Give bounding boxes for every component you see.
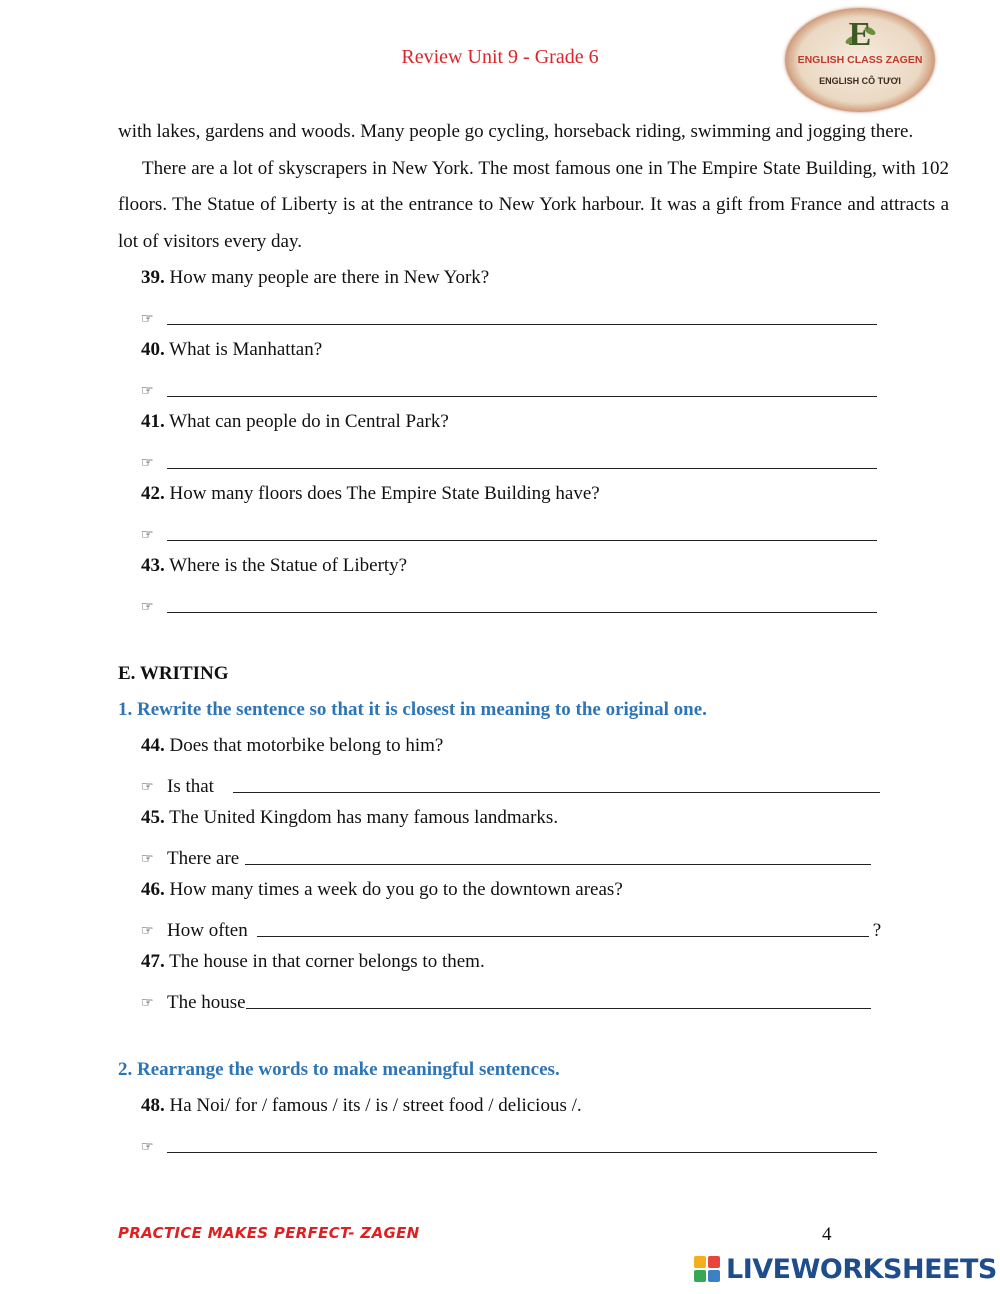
answer-prefix: Is that xyxy=(167,776,219,797)
answer-prefix: How often xyxy=(167,920,248,941)
question-number: 41. xyxy=(141,411,165,432)
question-text: The United Kingdom has many famous landmarks. xyxy=(169,807,559,828)
question-number: 46. xyxy=(141,879,165,900)
pointing-hand-icon: ☞ xyxy=(141,779,154,795)
question-text: What is Manhattan? xyxy=(169,339,323,360)
page-header-title: Review Unit 9 - Grade 6 xyxy=(401,46,599,68)
pointing-hand-icon: ☞ xyxy=(141,923,154,939)
question-text: How many floors does The Empire State Building have? xyxy=(169,483,600,504)
pointing-hand-icon: ☞ xyxy=(141,599,154,615)
question-45 xyxy=(141,800,949,836)
question-47 xyxy=(141,944,949,980)
question-number: 43. xyxy=(141,555,165,576)
answer-prefix: There are xyxy=(167,848,240,869)
pointing-hand-icon: ☞ xyxy=(141,995,154,1011)
question-text: How many times a week do you go to the downtown areas? xyxy=(169,879,623,900)
question-44 xyxy=(141,728,949,764)
pointing-hand-icon: ☞ xyxy=(141,311,154,327)
reading-paragraph-2: There are a lot of skyscrapers in New York. The most famous one in The Empire State Building, with 102 floors. The Statue of Liberty is at the entrance to New York harbour. It was a gift from France and attracts a lot of visitors every day. xyxy=(118,157,949,252)
answer-row-43 xyxy=(141,584,949,620)
pointing-hand-icon: ☞ xyxy=(141,851,154,867)
question-43 xyxy=(141,548,949,584)
question-number: 40. xyxy=(141,339,165,360)
answer-row-45 xyxy=(141,836,949,872)
answer-row-48 xyxy=(141,1124,949,1160)
answer-input-45[interactable] xyxy=(245,864,871,865)
section-title-writing: E. WRITING xyxy=(118,663,229,684)
answer-row-39 xyxy=(141,296,949,332)
answer-row-46 xyxy=(141,908,949,944)
answer-input-43[interactable] xyxy=(167,612,877,613)
answer-row-41 xyxy=(141,440,949,476)
worksheet-content xyxy=(118,114,949,1160)
question-number: 48. xyxy=(141,1095,165,1116)
pointing-hand-icon: ☞ xyxy=(141,1139,154,1155)
answer-input-40[interactable] xyxy=(167,396,877,397)
answer-row-40 xyxy=(141,368,949,404)
pointing-hand-icon: ☞ xyxy=(141,527,154,543)
answer-prefix: The house xyxy=(167,992,246,1013)
question-41 xyxy=(141,404,949,440)
instruction-rearrange: 2. Rearrange the words to make meaningful sentences. xyxy=(118,1059,560,1080)
question-number: 39. xyxy=(141,267,165,288)
pointing-hand-icon: ☞ xyxy=(141,383,154,399)
liveworksheets-icon xyxy=(694,1256,720,1282)
question-number: 47. xyxy=(141,951,165,972)
answer-suffix: ? xyxy=(872,920,882,941)
pointing-hand-icon: ☞ xyxy=(141,455,154,471)
question-text: Does that motorbike belong to him? xyxy=(169,735,444,756)
page-number: 4 xyxy=(822,1224,832,1245)
question-46 xyxy=(141,872,949,908)
answer-input-42[interactable] xyxy=(167,540,877,541)
question-text: What can people do in Central Park? xyxy=(169,411,449,432)
logo-subtitle: ENGLISH CÔ TƯƠI xyxy=(819,76,901,86)
answer-input-48[interactable] xyxy=(167,1152,877,1153)
question-42 xyxy=(141,476,949,512)
question-text: The house in that corner belongs to them. xyxy=(169,951,485,972)
question-number: 45. xyxy=(141,807,165,828)
logo-letter: E xyxy=(848,16,872,53)
answer-row-42 xyxy=(141,512,949,548)
answer-input-46[interactable] xyxy=(257,936,869,937)
answer-input-44[interactable] xyxy=(233,792,880,793)
question-text: How many people are there in New York? xyxy=(169,267,490,288)
question-text: Where is the Statue of Liberty? xyxy=(169,555,408,576)
answer-row-47 xyxy=(141,980,949,1016)
question-number: 42. xyxy=(141,483,165,504)
logo-name: ENGLISH CLASS ZAGEN xyxy=(797,54,923,66)
reading-paragraph-1: with lakes, gardens and woods. Many people go cycling, horseback riding, swimming and jogging there. xyxy=(118,121,914,142)
liveworksheets-wordmark: LIVEWORKSHEETS xyxy=(726,1253,997,1285)
class-logo xyxy=(785,8,935,112)
answer-input-41[interactable] xyxy=(167,468,877,469)
liveworksheets-brand[interactable] xyxy=(694,1253,997,1285)
instruction-rewrite: 1. Rewrite the sentence so that it is closest in meaning to the original one. xyxy=(118,699,707,720)
answer-row-44 xyxy=(141,764,949,800)
question-text: Ha Noi/ for / famous / its / is / street food / delicious /. xyxy=(169,1095,582,1116)
question-number: 44. xyxy=(141,735,165,756)
answer-input-47[interactable] xyxy=(246,1008,871,1009)
question-39 xyxy=(141,260,949,296)
footer-motto: PRACTICE MAKES PERFECT- ZAGEN xyxy=(118,1224,420,1242)
question-40 xyxy=(141,332,949,368)
answer-input-39[interactable] xyxy=(167,324,877,325)
question-48 xyxy=(141,1088,949,1124)
